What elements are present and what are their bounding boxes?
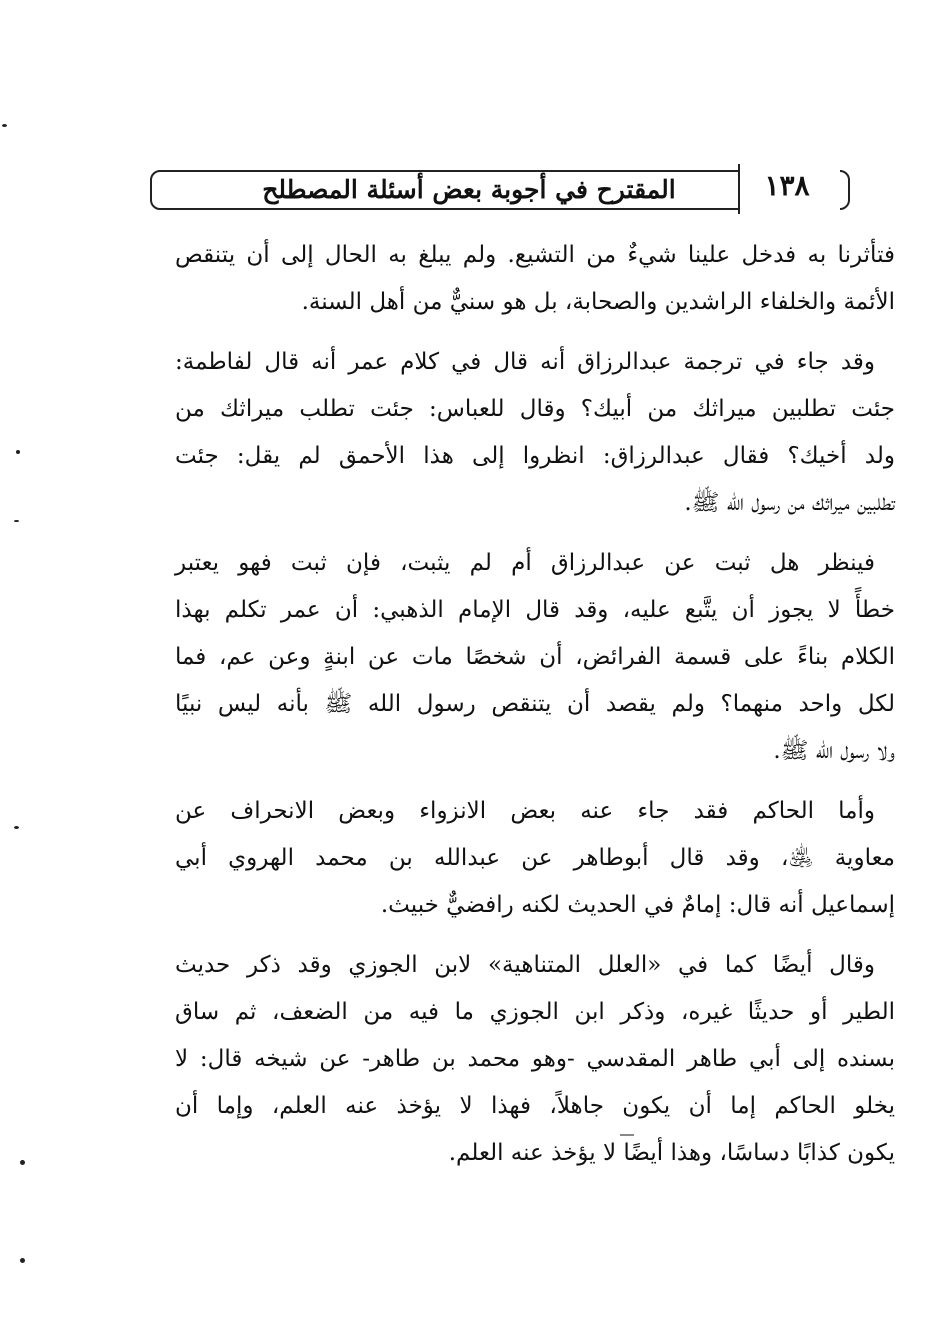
text-line: ولا رسول الله ﷺ.	[773, 738, 895, 764]
running-header-title: المقترح في أجوبة بعض أسئلة المصطلح	[262, 175, 676, 204]
paragraph	[175, 540, 895, 775]
text-line: الأئمة والخلفاء الراشدين والصحابة، بل هو سنيٌّ من أهل السنة.	[301, 289, 895, 315]
text-line: جئت تطلبين ميراثك من أبيك؟ وقال للعباس: جئت تطلب ميراثك من	[175, 396, 895, 422]
page-number: ١٣٨	[764, 169, 810, 202]
text-line: الكلام بناءً على قسمة الفرائض، أن شخصًا مات عن ابنةٍ وعن عم، فما	[175, 644, 895, 670]
paragraph	[175, 339, 895, 527]
text-line: وقد جاء في ترجمة عبدالرزاق أنه قال في كلام عمر أنه قال لفاطمة:	[175, 349, 875, 375]
scan-mark	[620, 1134, 634, 1136]
scan-speck	[16, 450, 20, 454]
scan-speck	[20, 1160, 25, 1165]
text-line: بسنده إلى أبي طاهر المقدسي -وهو محمد بن طاهر- عن شيخه قال: لا	[175, 1046, 895, 1072]
text-line: معاوية ﵁، وقد قال أبوطاهر عن عبدالله بن محمد الهروي أبي	[175, 845, 895, 871]
text-line: يكون كذابًا دساسًا، وهذا أيضًا لا يؤخذ عنه العلم.	[448, 1140, 895, 1166]
text-line: الطير أو حديثًا غيره، وذكر ابن الجوزي ما فيه من الضعف، ثم ساق	[175, 999, 895, 1025]
scan-speck	[20, 1258, 25, 1263]
text-line: ولد أخيك؟ فقال عبدالرزاق: انظروا إلى هذا الأحمق لم يقل: جئت	[175, 443, 895, 469]
text-line: وقال أيضًا كما في «العلل المتناهية» لابن الجوزي وقد ذكر حديث	[175, 952, 875, 978]
text-line: يخلو الحاكم إما أن يكون جاهلاً، فهذا لا يؤخذ عنه العلم، وإما أن	[175, 1093, 895, 1119]
scan-speck	[2, 124, 7, 127]
scan-speck	[14, 826, 19, 829]
paragraph	[175, 232, 895, 326]
text-line: وأما الحاكم فقد جاء عنه بعض الانزواء وبعض الانحراف عن	[175, 798, 875, 824]
text-line: لكل واحد منهما؟ ولم يقصد أن يتنقص رسول الله ﷺ بأنه ليس نبيًا	[175, 691, 895, 717]
paragraph	[175, 942, 895, 1177]
text-line: خطأً لا يجوز أن يتَّبع عليه، وقد قال الإمام الذهبي: أن عمر تكلم بهذا	[175, 597, 895, 623]
text-line: فتأثرنا به فدخل علينا شيءٌ من التشيع. ولم يبلغ به الحال إلى أن يتنقص	[175, 242, 895, 268]
body-text	[175, 232, 895, 1190]
text-line: فينظر هل ثبت عن عبدالرزاق أم لم يثبت، فإن ثبت فهو يعتبر	[175, 550, 875, 576]
text-line: تطلبين ميراثك من رسول الله ﷺ.	[684, 490, 895, 516]
text-line: إسماعيل أنه قال: إمامٌ في الحديث لكنه رافضيٌّ خبيث.	[380, 892, 895, 918]
paragraph	[175, 788, 895, 929]
scan-speck	[14, 520, 19, 522]
